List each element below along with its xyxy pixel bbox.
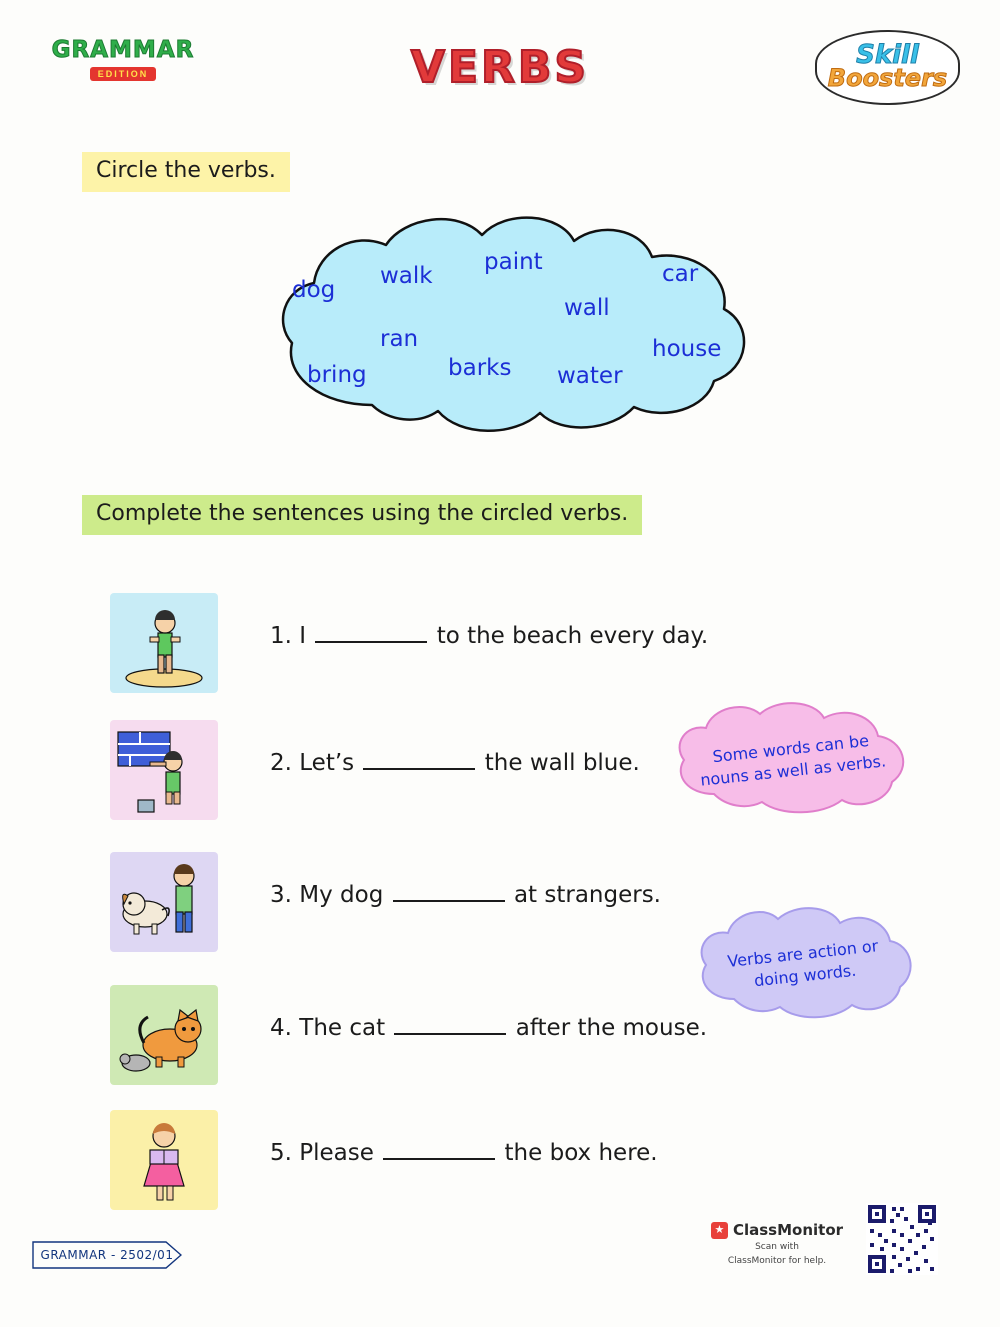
question-3-text — [270, 882, 661, 908]
question-5-after: the box here. — [504, 1140, 658, 1166]
skill-logo-line2: Boosters — [827, 64, 948, 92]
question-2-after: the wall blue. — [484, 750, 640, 776]
question-4-blank[interactable] — [394, 1015, 506, 1035]
cloud-shape — [262, 205, 762, 455]
tip-bubble-verbs-action-text: Verbs are action or doing words. — [726, 936, 880, 991]
question-4-after: after the mouse. — [515, 1015, 708, 1041]
question-3-blank[interactable] — [393, 882, 505, 902]
classmonitor-branding — [702, 1221, 852, 1267]
question-5-before: Please — [299, 1140, 374, 1166]
worksheet-code-tag — [32, 1241, 182, 1269]
question-row-5 — [100, 1110, 720, 1210]
instruction-circle-verbs: Circle the verbs. — [82, 152, 290, 192]
image-cat-chasing-mouse — [110, 985, 218, 1085]
question-3-after: at strangers. — [513, 882, 661, 908]
question-5-number: 5. — [270, 1140, 292, 1166]
cloud-word-walk[interactable]: walk — [380, 263, 433, 289]
skill-logo-line1: Skill — [856, 40, 919, 70]
classmonitor-logo-row — [702, 1221, 852, 1239]
question-4-text — [270, 1015, 707, 1041]
question-2-text — [270, 750, 640, 776]
star-icon: ★ — [711, 1222, 728, 1239]
question-2-number: 2. — [270, 750, 292, 776]
question-1-before: I — [299, 623, 307, 649]
worksheet-code-text: GRAMMAR - 2502/01 — [40, 1248, 174, 1262]
image-boy-walking-on-beach — [110, 593, 218, 693]
image-girl-carrying-box — [110, 1110, 218, 1210]
cloud-word-dog[interactable]: dog — [292, 277, 336, 303]
grammar-logo-text: GRAMMAR — [51, 37, 195, 63]
cloud-word-wall[interactable]: wall — [564, 295, 610, 321]
question-1-blank[interactable] — [315, 623, 427, 643]
image-dog-barking-at-boy — [110, 852, 218, 952]
question-4-before: The cat — [299, 1015, 386, 1041]
question-2-before: Let’s — [299, 750, 355, 776]
question-1-after: to the beach every day. — [436, 623, 709, 649]
tip-bubble-verbs-action — [690, 905, 918, 1025]
scan-help-line2: ClassMonitor for help. — [727, 1256, 827, 1266]
question-2-blank[interactable] — [363, 750, 475, 770]
skill-boosters-logo — [815, 30, 960, 105]
image-boy-painting-wall — [110, 720, 218, 820]
question-3-before: My dog — [299, 882, 384, 908]
question-row-3 — [100, 852, 720, 952]
tip-bubble-nouns-verbs — [668, 700, 916, 820]
cloud-word-bring[interactable]: bring — [307, 362, 367, 388]
question-row-4 — [100, 985, 720, 1085]
cloud-word-paint[interactable]: paint — [484, 249, 543, 275]
question-4-number: 4. — [270, 1015, 292, 1041]
scan-help-line1: Scan with — [755, 1242, 799, 1252]
question-5-text — [270, 1140, 658, 1166]
cloud-word-car[interactable]: car — [662, 261, 699, 287]
cloud-word-ran[interactable]: ran — [380, 326, 419, 352]
question-row-2 — [100, 720, 720, 820]
grammar-logo-subtext: EDITION — [90, 67, 157, 81]
tip-bubble-nouns-verbs-text: Some words can be nouns as well as verbs. — [699, 730, 887, 790]
question-1-text — [270, 623, 708, 649]
word-cloud — [262, 205, 762, 455]
page-title: VERBS — [410, 42, 590, 93]
instruction-complete-sentences: Complete the sentences using the circled verbs. — [82, 495, 642, 535]
question-1-number: 1. — [270, 623, 292, 649]
cloud-word-barks[interactable]: barks — [448, 355, 512, 381]
question-5-blank[interactable] — [383, 1140, 495, 1160]
cloud-word-house[interactable]: house — [652, 336, 722, 362]
classmonitor-name: ClassMonitor — [732, 1221, 844, 1239]
question-row-1 — [100, 593, 720, 693]
cloud-word-water[interactable]: water — [557, 363, 623, 389]
question-3-number: 3. — [270, 882, 292, 908]
qr-code[interactable] — [866, 1203, 938, 1275]
